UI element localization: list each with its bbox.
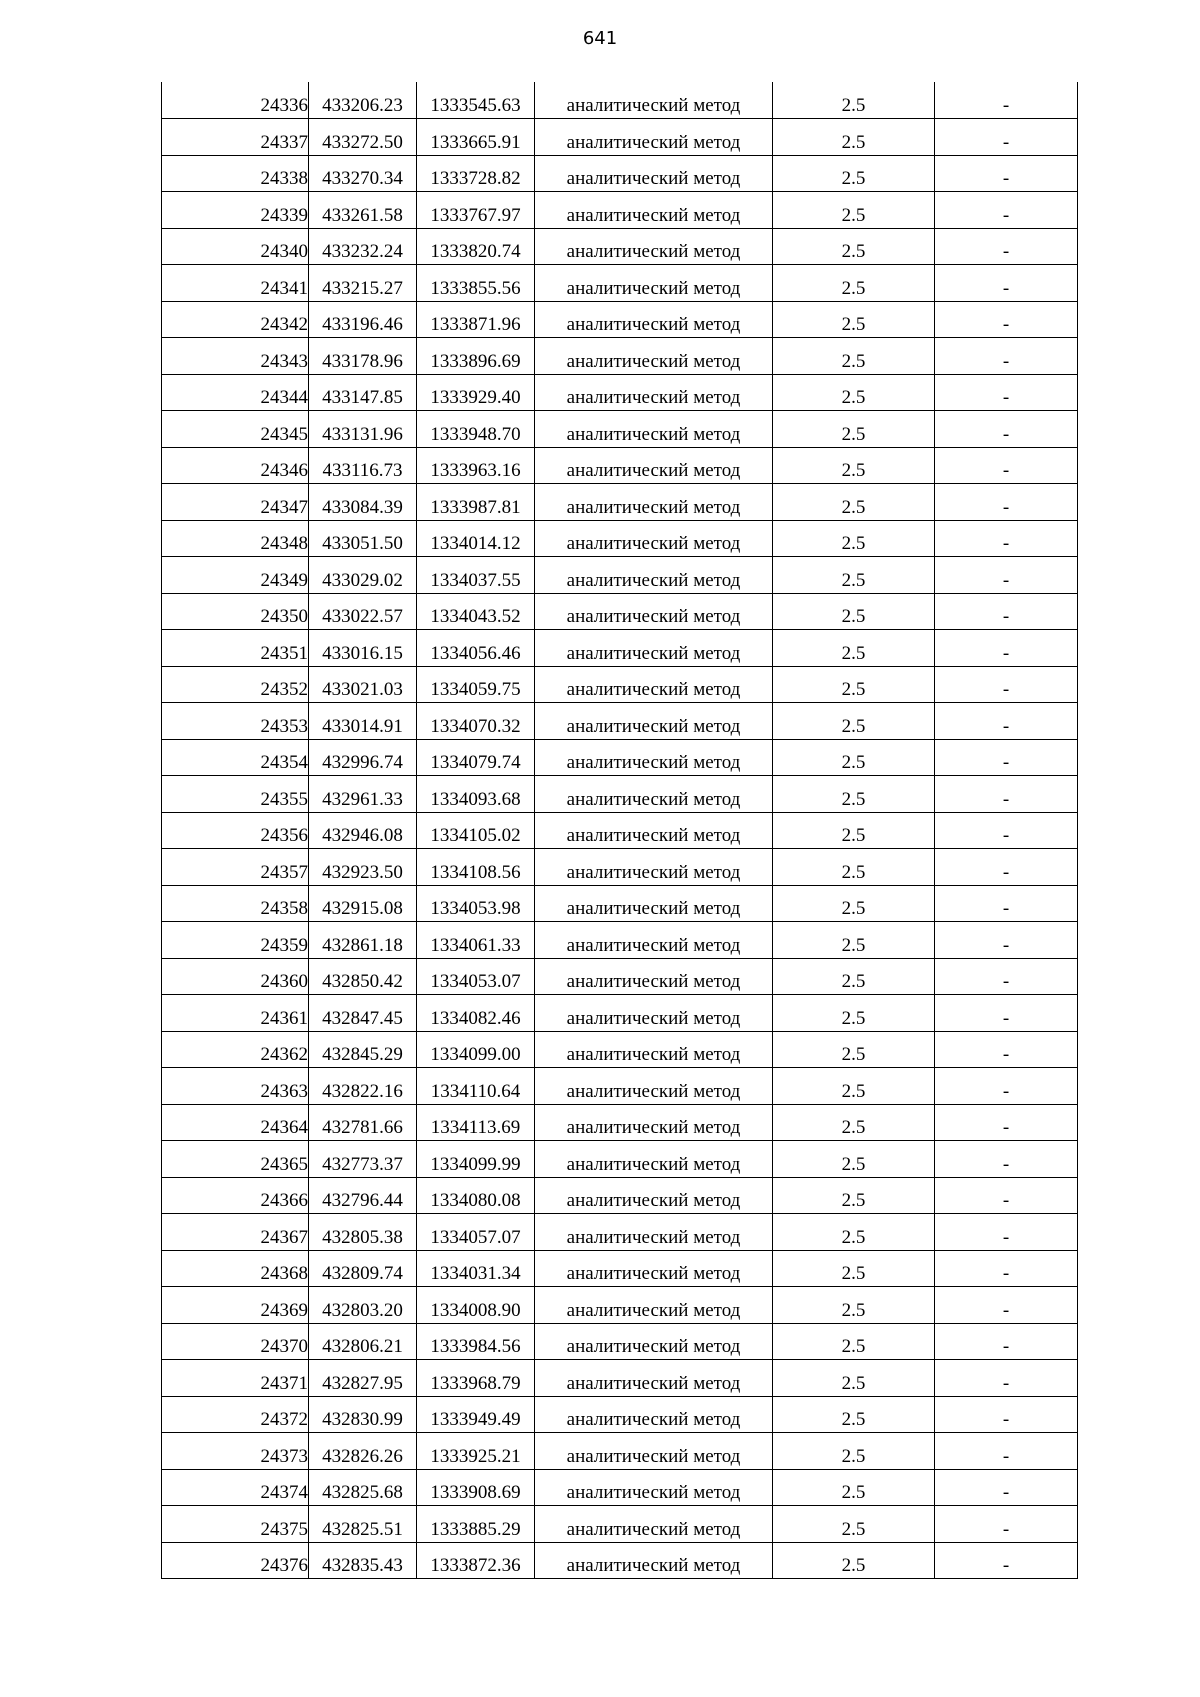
- point-number-cell: 24353: [162, 703, 309, 740]
- x-coordinate-cell: 432850.42: [309, 958, 417, 995]
- accuracy-cell: 2.5: [773, 666, 935, 703]
- method-cell: аналитический метод: [535, 1214, 773, 1251]
- note-cell: -: [935, 630, 1078, 667]
- x-coordinate-cell: 432847.45: [309, 995, 417, 1032]
- accuracy-cell: 2.5: [773, 1177, 935, 1214]
- accuracy-cell: 2.5: [773, 1469, 935, 1506]
- accuracy-cell: 2.5: [773, 1141, 935, 1178]
- note-cell: -: [935, 593, 1078, 630]
- accuracy-cell: 2.5: [773, 1396, 935, 1433]
- accuracy-cell: 2.5: [773, 374, 935, 411]
- accuracy-cell: 2.5: [773, 82, 935, 119]
- y-coordinate-cell: 1334099.00: [417, 1031, 535, 1068]
- table-row: [162, 593, 1078, 630]
- note-cell: -: [935, 739, 1078, 776]
- table-row: [162, 958, 1078, 995]
- y-coordinate-cell: 1334043.52: [417, 593, 535, 630]
- method-cell: аналитический метод: [535, 1141, 773, 1178]
- method-cell: аналитический метод: [535, 630, 773, 667]
- point-number-cell: 24342: [162, 301, 309, 338]
- accuracy-cell: 2.5: [773, 557, 935, 594]
- note-cell: -: [935, 82, 1078, 119]
- accuracy-cell: 2.5: [773, 958, 935, 995]
- y-coordinate-cell: 1334061.33: [417, 922, 535, 959]
- accuracy-cell: 2.5: [773, 228, 935, 265]
- method-cell: аналитический метод: [535, 1068, 773, 1105]
- x-coordinate-cell: 432830.99: [309, 1396, 417, 1433]
- y-coordinate-cell: 1334014.12: [417, 520, 535, 557]
- point-number-cell: 24354: [162, 739, 309, 776]
- table-row: [162, 922, 1078, 959]
- table-row: [162, 1214, 1078, 1251]
- point-number-cell: 24369: [162, 1287, 309, 1324]
- x-coordinate-cell: 432805.38: [309, 1214, 417, 1251]
- accuracy-cell: 2.5: [773, 885, 935, 922]
- point-number-cell: 24370: [162, 1323, 309, 1360]
- y-coordinate-cell: 1333872.36: [417, 1542, 535, 1579]
- x-coordinate-cell: 432827.95: [309, 1360, 417, 1397]
- accuracy-cell: 2.5: [773, 338, 935, 375]
- method-cell: аналитический метод: [535, 1360, 773, 1397]
- table-row: [162, 885, 1078, 922]
- note-cell: -: [935, 1542, 1078, 1579]
- note-cell: -: [935, 155, 1078, 192]
- x-coordinate-cell: 432923.50: [309, 849, 417, 886]
- page-number: 641: [582, 28, 618, 49]
- point-number-cell: 24376: [162, 1542, 309, 1579]
- method-cell: аналитический метод: [535, 1031, 773, 1068]
- point-number-cell: 24346: [162, 447, 309, 484]
- table-row: [162, 1360, 1078, 1397]
- accuracy-cell: 2.5: [773, 520, 935, 557]
- x-coordinate-cell: 433131.96: [309, 411, 417, 448]
- y-coordinate-cell: 1333896.69: [417, 338, 535, 375]
- y-coordinate-cell: 1334080.08: [417, 1177, 535, 1214]
- note-cell: -: [935, 1469, 1078, 1506]
- table-row: [162, 374, 1078, 411]
- x-coordinate-cell: 433215.27: [309, 265, 417, 302]
- x-coordinate-cell: 433021.03: [309, 666, 417, 703]
- x-coordinate-cell: 433147.85: [309, 374, 417, 411]
- x-coordinate-cell: 432961.33: [309, 776, 417, 813]
- point-number-cell: 24363: [162, 1068, 309, 1105]
- y-coordinate-cell: 1334105.02: [417, 812, 535, 849]
- accuracy-cell: 2.5: [773, 703, 935, 740]
- method-cell: аналитический метод: [535, 922, 773, 959]
- y-coordinate-cell: 1334053.07: [417, 958, 535, 995]
- x-coordinate-cell: 433022.57: [309, 593, 417, 630]
- y-coordinate-cell: 1334113.69: [417, 1104, 535, 1141]
- table-row: [162, 1141, 1078, 1178]
- point-number-cell: 24372: [162, 1396, 309, 1433]
- accuracy-cell: 2.5: [773, 155, 935, 192]
- note-cell: -: [935, 119, 1078, 156]
- method-cell: аналитический метод: [535, 520, 773, 557]
- table-row: [162, 1031, 1078, 1068]
- point-number-cell: 24371: [162, 1360, 309, 1397]
- note-cell: -: [935, 1360, 1078, 1397]
- x-coordinate-cell: 433084.39: [309, 484, 417, 521]
- accuracy-cell: 2.5: [773, 1433, 935, 1470]
- x-coordinate-cell: 432781.66: [309, 1104, 417, 1141]
- y-coordinate-cell: 1333968.79: [417, 1360, 535, 1397]
- method-cell: аналитический метод: [535, 995, 773, 1032]
- x-coordinate-cell: 433051.50: [309, 520, 417, 557]
- method-cell: аналитический метод: [535, 557, 773, 594]
- table-row: [162, 1104, 1078, 1141]
- method-cell: аналитический метод: [535, 447, 773, 484]
- y-coordinate-cell: 1334099.99: [417, 1141, 535, 1178]
- accuracy-cell: 2.5: [773, 776, 935, 813]
- x-coordinate-cell: 432796.44: [309, 1177, 417, 1214]
- method-cell: аналитический метод: [535, 265, 773, 302]
- y-coordinate-cell: 1333963.16: [417, 447, 535, 484]
- point-number-cell: 24355: [162, 776, 309, 813]
- method-cell: аналитический метод: [535, 1542, 773, 1579]
- table-row: [162, 1506, 1078, 1543]
- point-number-cell: 24347: [162, 484, 309, 521]
- table-row: [162, 995, 1078, 1032]
- point-number-cell: 24357: [162, 849, 309, 886]
- table-row: [162, 1323, 1078, 1360]
- method-cell: аналитический метод: [535, 411, 773, 448]
- method-cell: аналитический метод: [535, 1287, 773, 1324]
- y-coordinate-cell: 1333871.96: [417, 301, 535, 338]
- table-row: [162, 155, 1078, 192]
- note-cell: -: [935, 192, 1078, 229]
- accuracy-cell: 2.5: [773, 812, 935, 849]
- method-cell: аналитический метод: [535, 484, 773, 521]
- note-cell: -: [935, 958, 1078, 995]
- table-row: [162, 82, 1078, 119]
- point-number-cell: 24348: [162, 520, 309, 557]
- table-row: [162, 739, 1078, 776]
- point-number-cell: 24345: [162, 411, 309, 448]
- point-number-cell: 24337: [162, 119, 309, 156]
- point-number-cell: 24340: [162, 228, 309, 265]
- accuracy-cell: 2.5: [773, 1214, 935, 1251]
- table-row: [162, 338, 1078, 375]
- table-row: [162, 1396, 1078, 1433]
- x-coordinate-cell: 432826.26: [309, 1433, 417, 1470]
- point-number-cell: 24375: [162, 1506, 309, 1543]
- method-cell: аналитический метод: [535, 228, 773, 265]
- note-cell: -: [935, 228, 1078, 265]
- table-row: [162, 520, 1078, 557]
- note-cell: -: [935, 1068, 1078, 1105]
- y-coordinate-cell: 1333929.40: [417, 374, 535, 411]
- y-coordinate-cell: 1334070.32: [417, 703, 535, 740]
- table-row: [162, 1177, 1078, 1214]
- table-row: [162, 301, 1078, 338]
- point-number-cell: 24351: [162, 630, 309, 667]
- point-number-cell: 24374: [162, 1469, 309, 1506]
- x-coordinate-cell: 433178.96: [309, 338, 417, 375]
- method-cell: аналитический метод: [535, 1433, 773, 1470]
- table-row: [162, 119, 1078, 156]
- table-row: [162, 1287, 1078, 1324]
- method-cell: аналитический метод: [535, 776, 773, 813]
- note-cell: -: [935, 1141, 1078, 1178]
- point-number-cell: 24365: [162, 1141, 309, 1178]
- y-coordinate-cell: 1333728.82: [417, 155, 535, 192]
- table-row: [162, 1542, 1078, 1579]
- method-cell: аналитический метод: [535, 666, 773, 703]
- y-coordinate-cell: 1333665.91: [417, 119, 535, 156]
- y-coordinate-cell: 1333987.81: [417, 484, 535, 521]
- y-coordinate-cell: 1333820.74: [417, 228, 535, 265]
- note-cell: -: [935, 411, 1078, 448]
- accuracy-cell: 2.5: [773, 849, 935, 886]
- accuracy-cell: 2.5: [773, 1542, 935, 1579]
- table-row: [162, 228, 1078, 265]
- accuracy-cell: 2.5: [773, 301, 935, 338]
- note-cell: -: [935, 1177, 1078, 1214]
- method-cell: аналитический метод: [535, 703, 773, 740]
- method-cell: аналитический метод: [535, 374, 773, 411]
- accuracy-cell: 2.5: [773, 922, 935, 959]
- point-number-cell: 24349: [162, 557, 309, 594]
- y-coordinate-cell: 1333948.70: [417, 411, 535, 448]
- y-coordinate-cell: 1334056.46: [417, 630, 535, 667]
- method-cell: аналитический метод: [535, 1250, 773, 1287]
- method-cell: аналитический метод: [535, 1104, 773, 1141]
- y-coordinate-cell: 1333885.29: [417, 1506, 535, 1543]
- y-coordinate-cell: 1334031.34: [417, 1250, 535, 1287]
- x-coordinate-cell: 432825.68: [309, 1469, 417, 1506]
- note-cell: -: [935, 374, 1078, 411]
- x-coordinate-cell: 433016.15: [309, 630, 417, 667]
- point-number-cell: 24364: [162, 1104, 309, 1141]
- x-coordinate-cell: 432861.18: [309, 922, 417, 959]
- x-coordinate-cell: 432996.74: [309, 739, 417, 776]
- note-cell: -: [935, 447, 1078, 484]
- point-number-cell: 24356: [162, 812, 309, 849]
- x-coordinate-cell: 433206.23: [309, 82, 417, 119]
- table-row: [162, 1250, 1078, 1287]
- table-row: [162, 192, 1078, 229]
- table-row: [162, 776, 1078, 813]
- table-row: [162, 1433, 1078, 1470]
- note-cell: -: [935, 557, 1078, 594]
- accuracy-cell: 2.5: [773, 1068, 935, 1105]
- note-cell: -: [935, 265, 1078, 302]
- table-row: [162, 812, 1078, 849]
- point-number-cell: 24344: [162, 374, 309, 411]
- y-coordinate-cell: 1333908.69: [417, 1469, 535, 1506]
- y-coordinate-cell: 1333925.21: [417, 1433, 535, 1470]
- method-cell: аналитический метод: [535, 1469, 773, 1506]
- point-number-cell: 24336: [162, 82, 309, 119]
- note-cell: -: [935, 1104, 1078, 1141]
- note-cell: -: [935, 1506, 1078, 1543]
- note-cell: -: [935, 922, 1078, 959]
- method-cell: аналитический метод: [535, 958, 773, 995]
- method-cell: аналитический метод: [535, 338, 773, 375]
- method-cell: аналитический метод: [535, 119, 773, 156]
- note-cell: -: [935, 1323, 1078, 1360]
- method-cell: аналитический метод: [535, 812, 773, 849]
- table-row: [162, 557, 1078, 594]
- x-coordinate-cell: 432845.29: [309, 1031, 417, 1068]
- table-row: [162, 1469, 1078, 1506]
- note-cell: -: [935, 1214, 1078, 1251]
- point-number-cell: 24339: [162, 192, 309, 229]
- accuracy-cell: 2.5: [773, 593, 935, 630]
- method-cell: аналитический метод: [535, 155, 773, 192]
- point-number-cell: 24358: [162, 885, 309, 922]
- x-coordinate-cell: 432806.21: [309, 1323, 417, 1360]
- note-cell: -: [935, 1250, 1078, 1287]
- point-number-cell: 24362: [162, 1031, 309, 1068]
- accuracy-cell: 2.5: [773, 1287, 935, 1324]
- accuracy-cell: 2.5: [773, 1250, 935, 1287]
- point-number-cell: 24368: [162, 1250, 309, 1287]
- y-coordinate-cell: 1334008.90: [417, 1287, 535, 1324]
- table-row: [162, 666, 1078, 703]
- accuracy-cell: 2.5: [773, 1360, 935, 1397]
- table-row: [162, 849, 1078, 886]
- x-coordinate-cell: 433029.02: [309, 557, 417, 594]
- accuracy-cell: 2.5: [773, 1323, 935, 1360]
- accuracy-cell: 2.5: [773, 411, 935, 448]
- x-coordinate-cell: 432809.74: [309, 1250, 417, 1287]
- y-coordinate-cell: 1334108.56: [417, 849, 535, 886]
- y-coordinate-cell: 1334079.74: [417, 739, 535, 776]
- method-cell: аналитический метод: [535, 739, 773, 776]
- note-cell: -: [935, 995, 1078, 1032]
- accuracy-cell: 2.5: [773, 1031, 935, 1068]
- y-coordinate-cell: 1333984.56: [417, 1323, 535, 1360]
- method-cell: аналитический метод: [535, 192, 773, 229]
- accuracy-cell: 2.5: [773, 447, 935, 484]
- x-coordinate-cell: 432822.16: [309, 1068, 417, 1105]
- y-coordinate-cell: 1333949.49: [417, 1396, 535, 1433]
- coordinates-table: [161, 82, 1078, 1579]
- x-coordinate-cell: 433270.34: [309, 155, 417, 192]
- table-body: [162, 82, 1078, 1579]
- note-cell: -: [935, 776, 1078, 813]
- note-cell: -: [935, 1287, 1078, 1324]
- method-cell: аналитический метод: [535, 1396, 773, 1433]
- point-number-cell: 24361: [162, 995, 309, 1032]
- point-number-cell: 24352: [162, 666, 309, 703]
- x-coordinate-cell: 432915.08: [309, 885, 417, 922]
- x-coordinate-cell: 432825.51: [309, 1506, 417, 1543]
- x-coordinate-cell: 432803.20: [309, 1287, 417, 1324]
- table-row: [162, 447, 1078, 484]
- table-row: [162, 630, 1078, 667]
- accuracy-cell: 2.5: [773, 484, 935, 521]
- note-cell: -: [935, 484, 1078, 521]
- accuracy-cell: 2.5: [773, 192, 935, 229]
- note-cell: -: [935, 520, 1078, 557]
- note-cell: -: [935, 301, 1078, 338]
- note-cell: -: [935, 812, 1078, 849]
- accuracy-cell: 2.5: [773, 995, 935, 1032]
- y-coordinate-cell: 1334110.64: [417, 1068, 535, 1105]
- point-number-cell: 24343: [162, 338, 309, 375]
- x-coordinate-cell: 433232.24: [309, 228, 417, 265]
- method-cell: аналитический метод: [535, 1506, 773, 1543]
- x-coordinate-cell: 432835.43: [309, 1542, 417, 1579]
- x-coordinate-cell: 432773.37: [309, 1141, 417, 1178]
- method-cell: аналитический метод: [535, 1323, 773, 1360]
- note-cell: -: [935, 885, 1078, 922]
- x-coordinate-cell: 432946.08: [309, 812, 417, 849]
- note-cell: -: [935, 703, 1078, 740]
- point-number-cell: 24366: [162, 1177, 309, 1214]
- method-cell: аналитический метод: [535, 885, 773, 922]
- y-coordinate-cell: 1334093.68: [417, 776, 535, 813]
- point-number-cell: 24367: [162, 1214, 309, 1251]
- method-cell: аналитический метод: [535, 849, 773, 886]
- y-coordinate-cell: 1334053.98: [417, 885, 535, 922]
- x-coordinate-cell: 433261.58: [309, 192, 417, 229]
- method-cell: аналитический метод: [535, 82, 773, 119]
- method-cell: аналитический метод: [535, 593, 773, 630]
- point-number-cell: 24360: [162, 958, 309, 995]
- accuracy-cell: 2.5: [773, 119, 935, 156]
- note-cell: -: [935, 1396, 1078, 1433]
- note-cell: -: [935, 666, 1078, 703]
- y-coordinate-cell: 1334082.46: [417, 995, 535, 1032]
- note-cell: -: [935, 1031, 1078, 1068]
- y-coordinate-cell: 1334037.55: [417, 557, 535, 594]
- method-cell: аналитический метод: [535, 301, 773, 338]
- note-cell: -: [935, 1433, 1078, 1470]
- method-cell: аналитический метод: [535, 1177, 773, 1214]
- point-number-cell: 24350: [162, 593, 309, 630]
- accuracy-cell: 2.5: [773, 265, 935, 302]
- accuracy-cell: 2.5: [773, 630, 935, 667]
- y-coordinate-cell: 1334057.07: [417, 1214, 535, 1251]
- x-coordinate-cell: 433196.46: [309, 301, 417, 338]
- accuracy-cell: 2.5: [773, 739, 935, 776]
- accuracy-cell: 2.5: [773, 1104, 935, 1141]
- x-coordinate-cell: 433014.91: [309, 703, 417, 740]
- y-coordinate-cell: 1333855.56: [417, 265, 535, 302]
- y-coordinate-cell: 1334059.75: [417, 666, 535, 703]
- point-number-cell: 24341: [162, 265, 309, 302]
- table-row: [162, 411, 1078, 448]
- accuracy-cell: 2.5: [773, 1506, 935, 1543]
- y-coordinate-cell: 1333545.63: [417, 82, 535, 119]
- y-coordinate-cell: 1333767.97: [417, 192, 535, 229]
- note-cell: -: [935, 338, 1078, 375]
- table-row: [162, 484, 1078, 521]
- point-number-cell: 24359: [162, 922, 309, 959]
- point-number-cell: 24338: [162, 155, 309, 192]
- point-number-cell: 24373: [162, 1433, 309, 1470]
- x-coordinate-cell: 433272.50: [309, 119, 417, 156]
- table-row: [162, 265, 1078, 302]
- table-row: [162, 703, 1078, 740]
- x-coordinate-cell: 433116.73: [309, 447, 417, 484]
- note-cell: -: [935, 849, 1078, 886]
- table-row: [162, 1068, 1078, 1105]
